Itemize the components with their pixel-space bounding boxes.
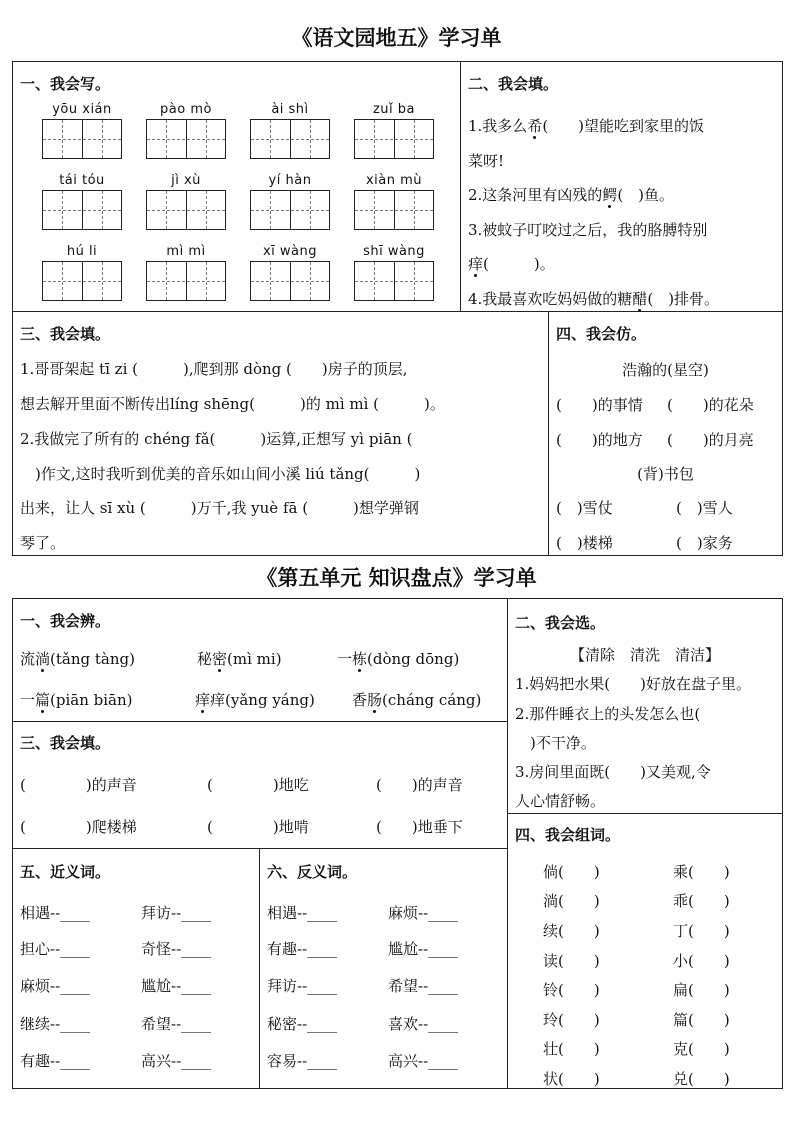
s23-r2-c: ( )地垂下 xyxy=(376,818,463,836)
pinyin-label: xiàn mù xyxy=(365,173,423,188)
antonym-left: 拜访--____ xyxy=(267,977,338,995)
s21-r2-b: 痒痒(yǎng yáng) xyxy=(195,691,315,709)
s3-line-4: )作文,这时我听到优美的音乐如山间小溪 liú tǎng( ) xyxy=(20,465,421,483)
antonym-right: 喜欢--____ xyxy=(388,1015,459,1033)
s4-example: 浩瀚的(星空) xyxy=(622,361,709,379)
synonym-right: 奇怪--____ xyxy=(141,940,212,958)
s3-line-2: 想去解开里面不断传出líng shēng( )的 mì mì ( )。 xyxy=(20,395,445,413)
sheet2-s4-heading: 四、我会组词。 xyxy=(515,826,621,844)
pinyin-label: zuǐ ba xyxy=(372,102,416,117)
sheet2-s2-heading: 二、我会选。 xyxy=(515,614,606,632)
writing-box[interactable] xyxy=(250,119,330,159)
writing-box[interactable] xyxy=(146,190,226,230)
s23-r1-b: ( )地吃 xyxy=(207,776,309,794)
s22-line-1: 1.妈妈把水果( )好放在盘子里。 xyxy=(515,675,752,693)
antonym-right: 希望--____ xyxy=(388,977,459,995)
s2-line-1: 1.我多么希( )望能吃到家里的饭 xyxy=(468,117,705,135)
pinyin-label: tái tóu xyxy=(59,173,105,188)
synonym-right: 尴尬--____ xyxy=(141,977,212,995)
word-group-left: 倘( ) xyxy=(543,863,600,881)
word-group-right: 克( ) xyxy=(673,1040,730,1058)
s21-r1-b: 秘密(mì mi) xyxy=(197,650,282,668)
word-group-left: 续( ) xyxy=(543,922,600,940)
s22-options: 【清除 清洗 清洁】 xyxy=(569,646,720,664)
sheet2-title: 《第五单元 知识盘点》学习单 xyxy=(256,565,537,590)
word-group-right: 扁( ) xyxy=(673,981,730,999)
s23-r1-c: ( )的声音 xyxy=(376,776,463,794)
sheet1-s4-heading: 四、我会仿。 xyxy=(556,325,647,343)
s4-row4-b: ( )家务 xyxy=(676,534,733,552)
s23-r2-a: ( )爬楼梯 xyxy=(20,818,137,836)
s22-line-5: 人心情舒畅。 xyxy=(515,792,606,810)
synonym-left: 相遇--____ xyxy=(20,904,91,922)
writing-box[interactable] xyxy=(250,261,330,301)
writing-box[interactable] xyxy=(354,119,434,159)
s4-row1-a: ( )的事情 xyxy=(556,396,643,414)
s4-row2-a: ( )的地方 xyxy=(556,431,643,449)
writing-box[interactable] xyxy=(250,190,330,230)
sheet2-s5-heading: 五、近义词。 xyxy=(20,863,111,881)
synonym-left: 麻烦--____ xyxy=(20,977,91,995)
synonym-right: 希望--____ xyxy=(141,1015,212,1033)
word-group-right: 乘( ) xyxy=(673,863,730,881)
s22-line-4: 3.房间里面既( )又美观,令 xyxy=(515,763,711,781)
word-group-left: 铃( ) xyxy=(543,981,600,999)
synonym-right: 高兴--____ xyxy=(141,1052,212,1070)
word-group-left: 壮( ) xyxy=(543,1040,600,1058)
writing-box[interactable] xyxy=(354,261,434,301)
word-group-left: 状( ) xyxy=(543,1070,600,1088)
word-group-left: 玲( ) xyxy=(543,1011,600,1029)
s4-row1-b: ( )的花朵 xyxy=(667,396,754,414)
s21-r1-c: 一栋(dòng dōng) xyxy=(337,650,460,668)
pinyin-label: xī wàng xyxy=(262,244,318,259)
antonym-left: 容易--____ xyxy=(267,1052,338,1070)
s3-line-5: 出来，让人 sī xù ( )万千,我 yuè fā ( )想学弹钢 xyxy=(20,499,419,517)
s4-row4-a: ( )楼梯 xyxy=(556,534,613,552)
s22-line-3: )不干净。 xyxy=(515,734,596,752)
pinyin-label: yí hàn xyxy=(268,173,312,188)
sheet2-s6-heading: 六、反义词。 xyxy=(267,863,358,881)
pinyin-label: jì xù xyxy=(171,173,201,188)
synonym-left: 担心--____ xyxy=(20,940,91,958)
writing-box[interactable] xyxy=(146,261,226,301)
word-group-right: 兑( ) xyxy=(673,1070,730,1088)
antonym-left: 相遇--____ xyxy=(267,904,338,922)
word-group-right: 乖( ) xyxy=(673,892,730,910)
s2-line-2: 菜呀! xyxy=(468,152,505,170)
s23-r1-a: ( )的声音 xyxy=(20,776,137,794)
sheet1-s2-heading: 二、我会填。 xyxy=(468,75,559,93)
s22-line-2: 2.那件睡衣上的头发怎么也( xyxy=(515,705,701,723)
antonym-left: 秘密--____ xyxy=(267,1015,338,1033)
sheet2-s1-heading: 一、我会辨。 xyxy=(20,612,111,630)
pinyin-label: yōu xián xyxy=(52,102,112,117)
sheet1-s1-heading: 一、我会写。 xyxy=(20,75,111,93)
sheet1-title: 《语文园地五》学习单 xyxy=(291,25,502,50)
s21-r2-a: 一篇(piān biān) xyxy=(20,691,133,709)
writing-box[interactable] xyxy=(354,190,434,230)
antonym-right: 尴尬--____ xyxy=(388,940,459,958)
writing-box[interactable] xyxy=(42,261,122,301)
s3-line-3: 2.我做完了所有的 chéng fǎ( )运算,正想写 yì piān ( xyxy=(20,430,413,448)
s2-line-4: 3.被蚊子叮咬过之后，我的胳膊特别 xyxy=(468,221,708,239)
sheet1-s3-heading: 三、我会填。 xyxy=(20,325,111,343)
s21-r1-a: 流淌(tǎng tàng) xyxy=(20,650,135,668)
word-group-right: 丁( ) xyxy=(673,922,730,940)
s21-r2-c: 香肠(cháng cáng) xyxy=(352,691,482,709)
pinyin-label: mì mì xyxy=(166,244,206,259)
s3-line-6: 琴了。 xyxy=(20,534,66,552)
s3-line-1: 1.哥哥架起 tī zi ( ),爬到那 dòng ( )房子的顶层, xyxy=(20,360,408,378)
s2-line-3: 2.这条河里有凶残的鳄( )鱼。 xyxy=(468,186,675,204)
synonym-right: 拜访--____ xyxy=(141,904,212,922)
pinyin-label: shī wàng xyxy=(363,244,425,259)
word-group-right: 小( ) xyxy=(673,952,730,970)
s4-row2-b: ( )的月亮 xyxy=(667,431,754,449)
antonym-right: 高兴--____ xyxy=(388,1052,459,1070)
synonym-left: 有趣--____ xyxy=(20,1052,91,1070)
word-group-right: 篇( ) xyxy=(673,1011,730,1029)
s4-example2: (背)书包 xyxy=(637,465,694,483)
pinyin-label: hú li xyxy=(66,244,98,259)
s2-line-6: 4.我最喜欢吃妈妈做的糖醋( )排骨。 xyxy=(468,290,720,308)
word-group-left: 淌( ) xyxy=(543,892,600,910)
writing-box[interactable] xyxy=(42,119,122,159)
synonym-left: 继续--____ xyxy=(20,1015,91,1033)
antonym-left: 有趣--____ xyxy=(267,940,338,958)
s23-r2-b: ( )地啃 xyxy=(207,818,309,836)
antonym-right: 麻烦--____ xyxy=(388,904,459,922)
s2-line-5: 痒( )。 xyxy=(468,255,555,273)
writing-box[interactable] xyxy=(146,119,226,159)
pinyin-label: pào mò xyxy=(160,102,212,117)
writing-box[interactable] xyxy=(42,190,122,230)
s4-row3-b: ( )雪人 xyxy=(676,499,733,517)
word-group-left: 读( ) xyxy=(543,952,600,970)
pinyin-label: ài shì xyxy=(271,102,309,117)
s4-row3-a: ( )雪仗 xyxy=(556,499,613,517)
sheet2-s3-heading: 三、我会填。 xyxy=(20,734,111,752)
